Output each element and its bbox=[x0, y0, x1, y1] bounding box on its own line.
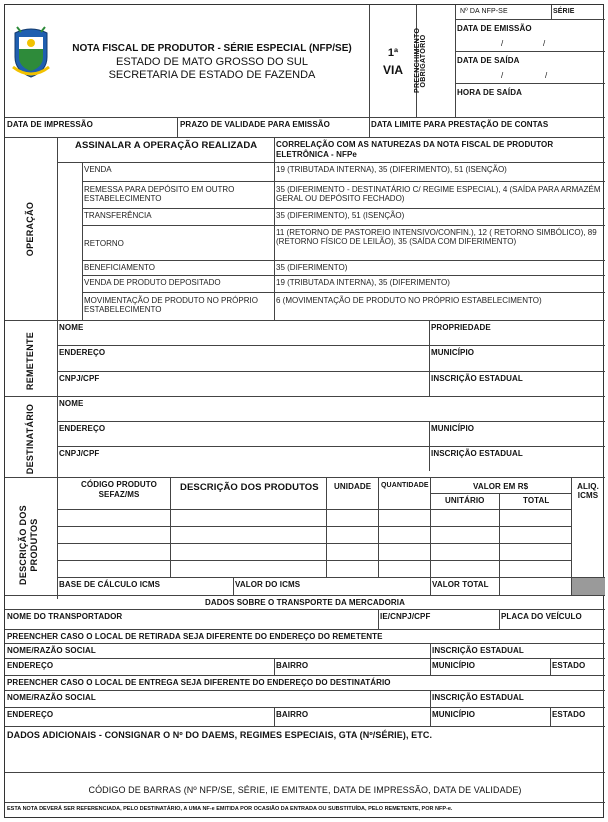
dados-adicionais-label: DADOS ADICIONAIS - CONSIGNAR O Nº DO DAEMS, REGIMES ESPECIAIS, GTA (Nº/SÉRIE), ETC. bbox=[7, 730, 433, 740]
ret-endereco-label: ENDEREÇO bbox=[7, 661, 54, 670]
codigo-produto-header: CÓDIGO PRODUTO SEFAZ/MS bbox=[81, 480, 157, 499]
prazo-validade-label: PRAZO DE VALIDADE PARA EMISSÃO bbox=[180, 120, 330, 129]
op-row: TRANSFERÊNCIA bbox=[84, 211, 152, 220]
ent-municipio-label: MUNICÍPIO bbox=[432, 710, 476, 719]
secretaria-name: SECRETARIA DE ESTADO DE FAZENDA bbox=[108, 69, 316, 81]
operacao-side-label: OPERAÇÃO bbox=[25, 201, 35, 257]
descricao-header: DESCRIÇÃO DOS PRODUTOS bbox=[180, 482, 319, 493]
destinatario-side-label: DESTINATÁRIO bbox=[25, 403, 35, 475]
rem-nome-label: NOME bbox=[59, 323, 84, 332]
op-row: VENDA DE PRODUTO DEPOSITADO bbox=[84, 278, 221, 287]
state-name: ESTADO DE MATO GROSSO DO SUL bbox=[116, 56, 308, 68]
valor-header: VALOR EM R$ bbox=[473, 482, 529, 491]
nat-row: 35 (DIFERIMENTO - DESTINATÁRIO C/ REGIME ESPECIAL), 4 (SAÍDA PARA ARMAZÉM GERAL OU DEPÓSITO FECHADO) bbox=[276, 185, 601, 203]
quantidade-header: QUANTIDADE bbox=[381, 482, 429, 489]
ent-ie-label: INSCRIÇÃO ESTADUAL bbox=[432, 693, 524, 702]
ent-bairro-label: BAIRRO bbox=[276, 710, 309, 719]
via-number: 1ª bbox=[387, 47, 399, 59]
data-limite-label: DATA LIMITE PARA PRESTAÇÃO DE CONTAS bbox=[371, 120, 549, 129]
ret-bairro-label: BAIRRO bbox=[276, 661, 309, 670]
data-saida-label: DATA DE SAÍDA bbox=[457, 56, 520, 65]
placa-label: PLACA DO VEÍCULO bbox=[501, 612, 582, 621]
remetente-side-label: REMETENTE bbox=[25, 331, 35, 391]
serie-label: SÉRIE bbox=[553, 8, 575, 15]
shaded-cell bbox=[572, 578, 605, 595]
nat-row: 6 (MOVIMENTAÇÃO DE PRODUTO NO PRÓPRIO ESTABELECIMENTO) bbox=[276, 296, 542, 305]
op-row: REMESSA PARA DEPÓSITO EM OUTRO ESTABELECIMENTO bbox=[84, 185, 235, 203]
nfp-form: NOTA FISCAL DE PRODUTOR - SÉRIE ESPECIAL (NFP/SE) ESTADO DE MATO GROSSO DO SUL SECRETARIA DE ESTADO DE FAZENDA 1ª VIA PREENCHIMENTO OBRIGATÓRIO Nº DA NFP-SE SÉRIE DATA DE EMISSÃO / / DATA DE SAÍDA / / HORA DE SAÍDA DATA DE IMPRESSÃO PRAZO DE VALIDADE PARA EMISSÃO DATA LIMITE PARA PRESTAÇÃO DE CONTAS OPERAÇÃO ASSINALAR A OPERAÇÃO REALIZADA CORRELAÇÃO COM AS NATUREZAS DA NOTA FISCAL DE PRODUTOR ELETRÔNICA - NFPe VENDA 19 (TRIBUTADA INTERNA), 35 (DIFERIMENTO), 51 (ISENÇÃO) REMESSA PARA DEPÓSITO EM OUTRO ESTABELECIMENTO 35 (DIFERIMENTO - DESTINATÁRIO C/ REGIME ESPECIAL), 4 (SAÍDA PARA ARMAZÉM GERAL OU DEPÓSITO FECHADO) TRANSFERÊNCIA 35 (DIFERIMENTO), 51 (ISENÇÃO) RETORNO 11 (RETORNO DE PASTOREIO INTENSIVO/CONFIN.), 12 ( RETORNO SIMBÓLICO), 89 (RETORNO FÍSICO DE LEILÃO), 35 (SAÍDA COM DIFERIMENTO) BENEFICIAMENTO 35 (DIFERIMENTO) VENDA DE PRODUTO DEPOSITADO 19 (TRIBUTADA INTERNA), 35 (DIFERIMENTO) MOVIMENTAÇÃO DE PRODUTO NO PRÓPRIO ESTABELECIMENTO 6 (MOVIMENTAÇÃO DE PRODUTO NO PRÓPRIO ESTABELECIMENTO) REMETENTE NOME PROPRIEDADE ENDEREÇO MUNICÍPIO CNPJ/CPF INSCRIÇÃO ESTADUAL DESTINATÁRIO NOME ENDEREÇO MUNICÍPIO CNPJ/CPF INSCRIÇÃO ESTADUAL DESCRIÇÃO DOS PRODUTOS CÓDIGO PRODUTO SEFAZ/MS DESCRIÇÃO DOS PRODUTOS UNIDADE QUANTIDADE VALOR EM R$ UNITÁRIO TOTAL ALIQ. ICMS BASE DE CÁLCULO ICMS VALOR DO ICMS VALOR TOTAL DADOS SOBRE O TRANSPORTE DA MERCADORIA NOME DO TRANSPORTADOR IE/CNPJ/CPF PLACA DO VEÍCULO PREENCHER CASO O LOCAL DE RETIRADA SEJA DIFERENTE DO ENDEREÇO DO REMETENTE NOME/RAZÃO SOCIAL INSCRIÇÃO ESTADUAL ENDEREÇO BAIRRO MUNICÍPIO ESTADO PREENCHER CASO O LOCAL DE ENTREGA SEJA DIFERENTE DO ENDEREÇO DO DESTINATÁRIO NOME/RAZÃO SOCIAL INSCRIÇÃO ESTADUAL ENDEREÇO BAIRRO MUNICÍPIO ESTADO DADOS ADICIONAIS - CONSIGNAR O Nº DO DAEMS, REGIMES ESPECIAIS, GTA (Nº/SÉRIE), ETC. CÓDIGO DE BARRAS (Nº NFP/SE, SÉRIE, IE EMITENTE, DATA DE IMPRESSÃO, DATA DE VALIDADE) ESTA NOTA DEVERÁ SER REFERENCIADA, PELO DESTINATÁRIO, A UMA NF-e EMITIDA POR OCASIÃO DA ENTRADA OU SUBSTITUÍDA, PELO REMETENTE, POR NFP-e. bbox=[4, 4, 604, 818]
op-row: RETORNO bbox=[84, 239, 124, 248]
rem-cnpj-label: CNPJ/CPF bbox=[59, 374, 100, 383]
unitario-header: UNITÁRIO bbox=[445, 496, 485, 505]
op-row: MOVIMENTAÇÃO DE PRODUTO NO PRÓPRIO ESTABELECIMENTO bbox=[84, 296, 258, 314]
op-row: VENDA bbox=[84, 165, 112, 174]
ret-ie-label: INSCRIÇÃO ESTADUAL bbox=[432, 646, 524, 655]
aliq-icms-header: ALIQ. ICMS bbox=[577, 482, 599, 500]
transporte-title: DADOS SOBRE O TRANSPORTE DA MERCADORIA bbox=[205, 598, 405, 607]
unidade-header: UNIDADE bbox=[334, 482, 372, 491]
rem-municipio-label: MUNICÍPIO bbox=[431, 348, 475, 357]
rem-endereco-label: ENDEREÇO bbox=[59, 348, 106, 357]
transportador-label: NOME DO TRANSPORTADOR bbox=[7, 612, 123, 621]
base-calculo-label: BASE DE CÁLCULO ICMS bbox=[59, 580, 161, 589]
nat-row: 19 (TRIBUTADA INTERNA), 35 (DIFERIMENTO) bbox=[276, 278, 450, 287]
data-impressao-label: DATA DE IMPRESSÃO bbox=[7, 120, 94, 129]
dest-ie-label: INSCRIÇÃO ESTADUAL bbox=[431, 449, 523, 458]
preenchimento-label: PREENCHIMENTO OBRIGATÓRIO bbox=[414, 27, 427, 93]
form-title: NOTA FISCAL DE PRODUTOR - SÉRIE ESPECIAL (NFP/SE) bbox=[72, 43, 352, 54]
codigo-barras-label: CÓDIGO DE BARRAS (Nº NFP/SE, SÉRIE, IE EMITENTE, DATA DE IMPRESSÃO, DATA DE VALIDADE) bbox=[88, 785, 522, 795]
valor-total-label: VALOR TOTAL bbox=[432, 580, 489, 589]
retirada-label: PREENCHER CASO O LOCAL DE RETIRADA SEJA DIFERENTE DO ENDEREÇO DO REMETENTE bbox=[7, 632, 383, 641]
ent-razao-label: NOME/RAZÃO SOCIAL bbox=[7, 693, 96, 702]
data-emissao-label: DATA DE EMISSÃO bbox=[457, 24, 532, 33]
dest-endereco-label: ENDEREÇO bbox=[59, 424, 106, 433]
nat-row: 11 (RETORNO DE PASTOREIO INTENSIVO/CONFIN.), 12 ( RETORNO SIMBÓLICO), 89 (RETORNO FÍSICO DE LEILÃO), 35 (SAÍDA COM DIFERIMENTO) bbox=[276, 228, 597, 246]
produtos-side-label: DESCRIÇÃO DOS PRODUTOS bbox=[18, 505, 39, 585]
ie-cnpj-label: IE/CNPJ/CPF bbox=[380, 612, 431, 621]
hora-saida-label: HORA DE SAÍDA bbox=[457, 88, 523, 97]
ret-municipio-label: MUNICÍPIO bbox=[432, 661, 476, 670]
valor-icms-label: VALOR DO ICMS bbox=[235, 580, 301, 589]
state-logo bbox=[11, 23, 51, 81]
operacao-head-left: ASSINALAR A OPERAÇÃO REALIZADA bbox=[75, 140, 258, 151]
dest-municipio-label: MUNICÍPIO bbox=[431, 424, 475, 433]
footer-note: ESTA NOTA DEVERÁ SER REFERENCIADA, PELO DESTINATÁRIO, A UMA NF-e EMITIDA POR OCASIÃO DA ENTRADA OU SUBSTITUÍDA, PELO REMETENTE, POR NFP-e. bbox=[7, 806, 453, 812]
dest-cnpj-label: CNPJ/CPF bbox=[59, 449, 100, 458]
ent-estado-label: ESTADO bbox=[552, 710, 586, 719]
nfp-se-number-label: Nº DA NFP-SE bbox=[460, 8, 508, 15]
nat-row: 19 (TRIBUTADA INTERNA), 35 (DIFERIMENTO), 51 (ISENÇÃO) bbox=[276, 165, 507, 174]
operacao-head-right: CORRELAÇÃO COM AS NATUREZAS DA NOTA FISCAL DE PRODUTOR ELETRÔNICA - NFPe bbox=[276, 140, 554, 159]
nat-row: 35 (DIFERIMENTO), 51 (ISENÇÃO) bbox=[276, 211, 405, 220]
entrega-label: PREENCHER CASO O LOCAL DE ENTREGA SEJA DIFERENTE DO ENDEREÇO DO DESTINATÁRIO bbox=[7, 678, 391, 687]
nat-row: 35 (DIFERIMENTO) bbox=[276, 263, 348, 272]
ret-razao-label: NOME/RAZÃO SOCIAL bbox=[7, 646, 96, 655]
via-label: VIA bbox=[382, 63, 403, 77]
rem-propriedade-label: PROPRIEDADE bbox=[431, 323, 491, 332]
rem-ie-label: INSCRIÇÃO ESTADUAL bbox=[431, 374, 523, 383]
ret-estado-label: ESTADO bbox=[552, 661, 586, 670]
total-header: TOTAL bbox=[523, 496, 550, 505]
ent-endereco-label: ENDEREÇO bbox=[7, 710, 54, 719]
op-row: BENEFICIAMENTO bbox=[84, 263, 155, 272]
dest-nome-label: NOME bbox=[59, 399, 84, 408]
